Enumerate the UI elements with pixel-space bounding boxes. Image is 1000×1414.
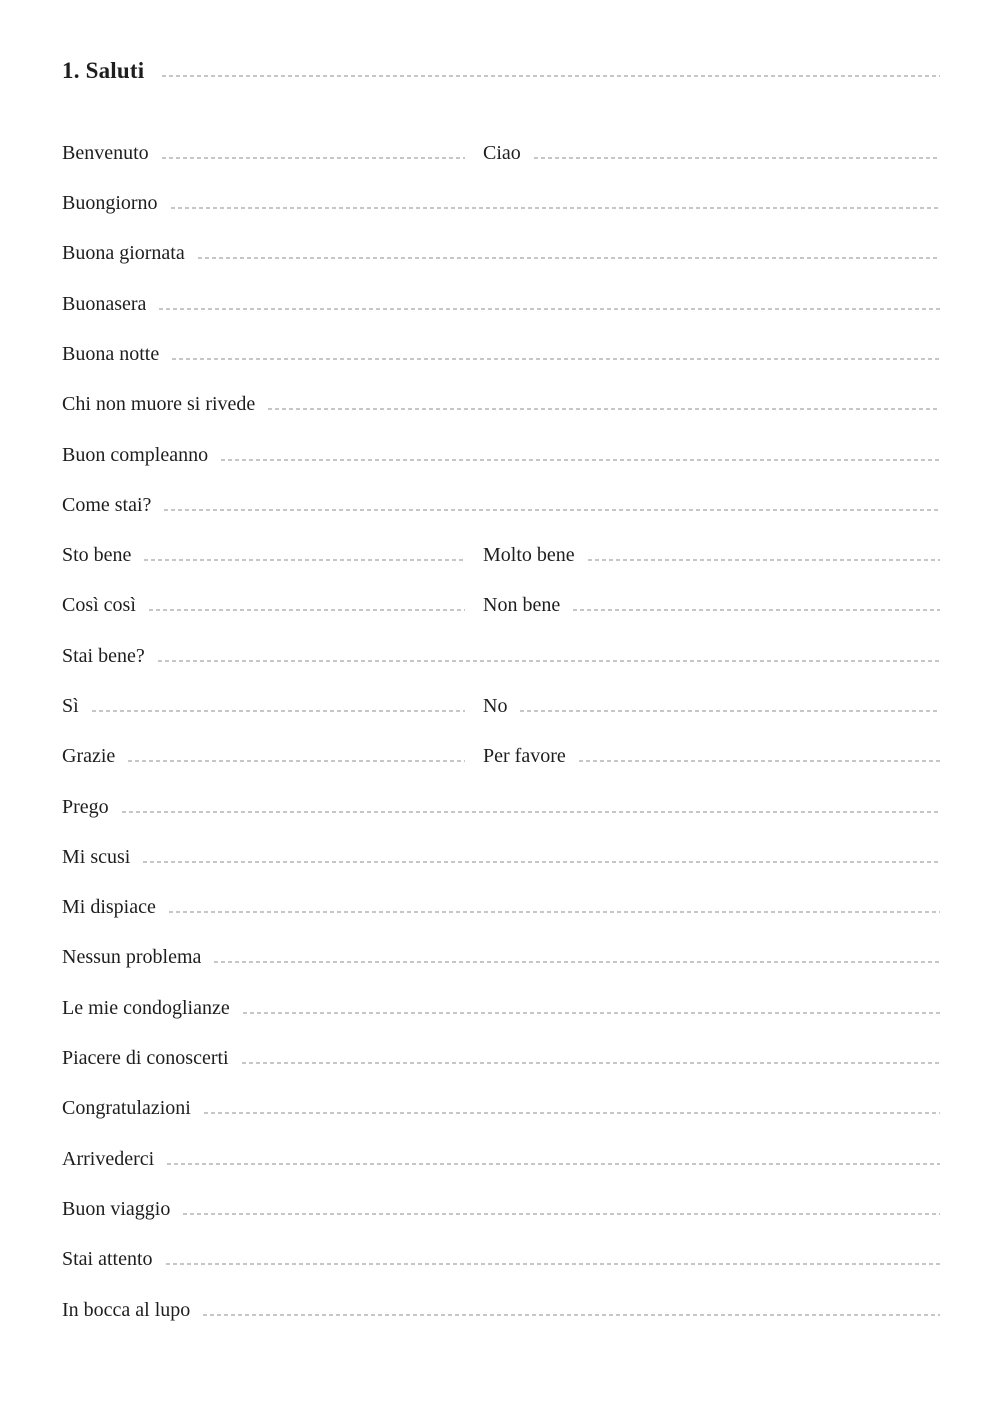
vocab-list bbox=[62, 114, 940, 1321]
answer-line bbox=[149, 609, 465, 611]
vocab-row bbox=[62, 819, 940, 869]
term-label: Come stai? bbox=[62, 493, 152, 516]
answer-line bbox=[203, 1314, 940, 1316]
answer-line bbox=[169, 911, 940, 913]
term-label: Sto bene bbox=[62, 544, 132, 567]
term-label: Benvenuto bbox=[62, 141, 149, 164]
answer-line bbox=[171, 207, 940, 209]
answer-line bbox=[166, 1263, 940, 1265]
vocab-row bbox=[62, 517, 940, 567]
answer-line bbox=[243, 1012, 940, 1014]
vocab-row bbox=[62, 567, 940, 617]
vocab-row bbox=[62, 265, 940, 315]
answer-line bbox=[573, 609, 940, 611]
vocab-row bbox=[62, 969, 940, 1019]
vocab-row bbox=[62, 165, 940, 215]
vocab-row bbox=[62, 718, 940, 768]
term-label: Buon compleanno bbox=[62, 443, 209, 466]
section-header bbox=[62, 58, 940, 84]
vocab-row bbox=[62, 467, 940, 517]
vocab-row bbox=[62, 215, 940, 265]
vocab-row bbox=[62, 114, 940, 164]
title-dashed-line bbox=[162, 75, 940, 77]
answer-line bbox=[268, 408, 940, 410]
vocab-cell-right bbox=[483, 141, 940, 165]
term-label: Molto bene bbox=[483, 544, 575, 567]
vocab-row bbox=[62, 1271, 940, 1321]
answer-line bbox=[221, 459, 940, 461]
vocab-row bbox=[62, 1120, 940, 1170]
vocab-cell-left bbox=[62, 543, 465, 567]
answer-line bbox=[162, 157, 465, 159]
term-label: Buon viaggio bbox=[62, 1197, 171, 1220]
answer-line bbox=[92, 710, 465, 712]
term-label: Buonasera bbox=[62, 292, 147, 315]
vocab-row bbox=[62, 366, 940, 416]
vocab-row bbox=[62, 1070, 940, 1120]
term-label: Mi scusi bbox=[62, 845, 131, 868]
term-label: Così così bbox=[62, 594, 136, 617]
answer-line bbox=[164, 509, 940, 511]
answer-line bbox=[172, 358, 940, 360]
term-label: Nessun problema bbox=[62, 946, 202, 969]
answer-line bbox=[158, 660, 940, 662]
term-label: Chi non muore si rivede bbox=[62, 393, 256, 416]
term-label: Sì bbox=[62, 695, 79, 717]
answer-line bbox=[128, 760, 465, 762]
vocab-row bbox=[62, 416, 940, 466]
term-label: Buongiorno bbox=[62, 192, 158, 215]
vocab-cell-left bbox=[62, 141, 465, 165]
term-label: Piacere di conoscerti bbox=[62, 1047, 229, 1070]
answer-line bbox=[520, 710, 940, 712]
term-label: Arrivederci bbox=[62, 1147, 155, 1170]
term-label: Stai bene? bbox=[62, 644, 145, 667]
answer-line bbox=[579, 760, 940, 762]
vocab-row bbox=[62, 1221, 940, 1271]
vocab-row bbox=[62, 1020, 940, 1070]
vocab-cell-right bbox=[483, 593, 940, 617]
answer-line bbox=[159, 308, 940, 310]
answer-line bbox=[204, 1112, 940, 1114]
vocab-row bbox=[62, 668, 940, 718]
answer-line bbox=[588, 559, 940, 561]
term-label: Buona giornata bbox=[62, 242, 185, 265]
vocab-row bbox=[62, 617, 940, 667]
term-label: In bocca al lupo bbox=[62, 1298, 191, 1321]
term-label: Grazie bbox=[62, 745, 116, 768]
term-label: Mi dispiace bbox=[62, 896, 156, 919]
answer-line bbox=[198, 257, 940, 259]
term-label: Per favore bbox=[483, 745, 566, 768]
answer-line bbox=[242, 1062, 940, 1064]
vocab-cell-left bbox=[62, 593, 465, 617]
vocab-cell-right bbox=[483, 744, 940, 768]
vocab-cell-left bbox=[62, 694, 465, 718]
term-label: Buona notte bbox=[62, 342, 160, 365]
term-label: Congratulazioni bbox=[62, 1097, 191, 1120]
term-label: Le mie condoglianze bbox=[62, 996, 230, 1019]
vocab-cell-right bbox=[483, 543, 940, 567]
term-label: Ciao bbox=[483, 141, 521, 164]
term-label: Prego bbox=[62, 795, 109, 818]
answer-line bbox=[143, 861, 940, 863]
term-label: No bbox=[483, 695, 508, 717]
answer-line bbox=[183, 1213, 940, 1215]
term-label: Stai attento bbox=[62, 1248, 153, 1271]
term-label: Non bene bbox=[483, 594, 561, 617]
answer-line bbox=[167, 1163, 940, 1165]
vocab-row bbox=[62, 316, 940, 366]
vocab-row bbox=[62, 919, 940, 969]
answer-line bbox=[214, 961, 940, 963]
answer-line bbox=[144, 559, 465, 561]
vocab-cell-left bbox=[62, 744, 465, 768]
vocab-row bbox=[62, 768, 940, 818]
vocab-row bbox=[62, 1171, 940, 1221]
answer-line bbox=[122, 811, 940, 813]
vocab-cell-right bbox=[483, 694, 940, 718]
answer-line bbox=[534, 157, 940, 159]
page-title: 1. Saluti bbox=[62, 58, 145, 83]
vocab-row bbox=[62, 869, 940, 919]
